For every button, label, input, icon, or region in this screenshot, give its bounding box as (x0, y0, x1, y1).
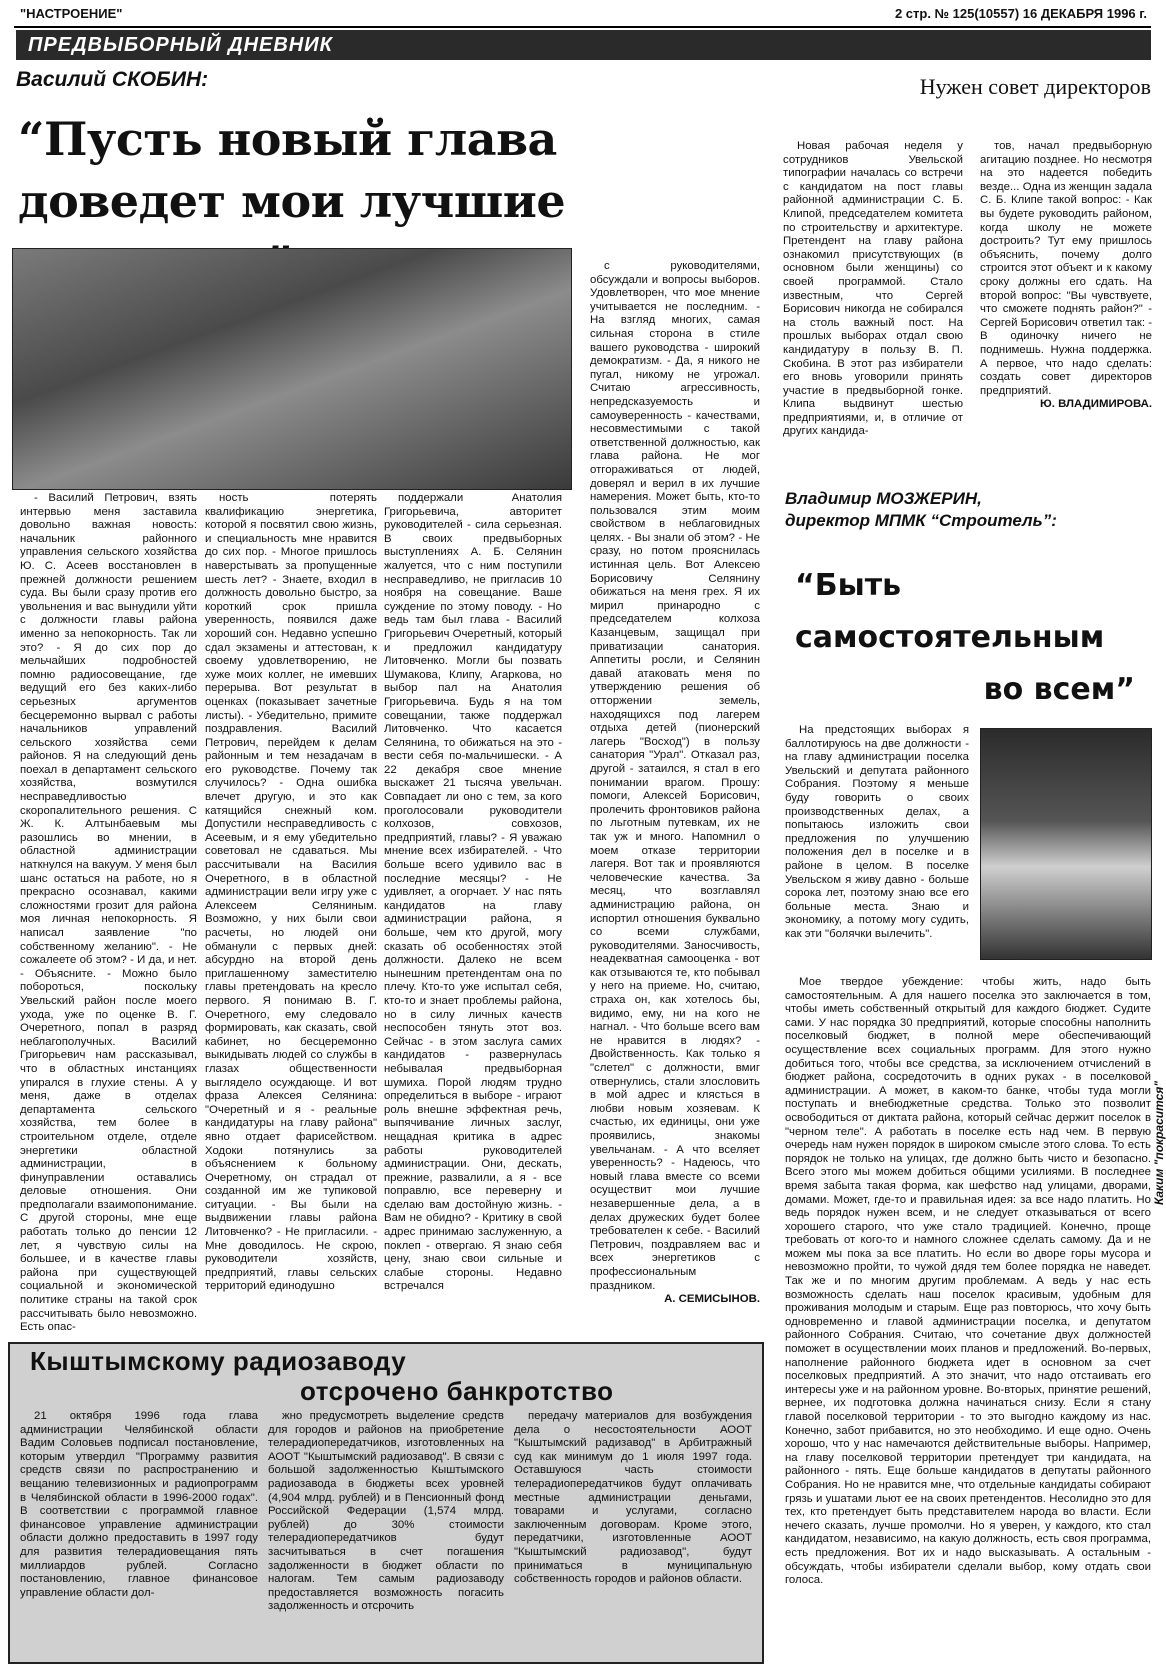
newspaper-name: "НАСТРОЕНИЕ" (20, 6, 123, 21)
article4-headline-line2: отсрочено банкротство (300, 1376, 614, 1406)
article4-text-1: 21 октября 1996 года глава администрации Челябинской области Вадим Соловьев подписал постановление, которым утвердил "Программу развития средств связи по распространению и вещанию телевизионных и радиопрограмм в Челябинской области в 1996-2000 годах". В соответствии с программой главное финансовое управление администрации области должно предоставить в 1997 году для развития телерадиовещания пять миллиардов рублей. Согласно постановлению, главное финансовое управление области дол- (20, 1410, 258, 1599)
article2-text-2: тов, начал предвыборную агитацию позднее. Но несмотря на это надеется победить везде... Одна из женщин задала С. Б. Клипе такой вопрос: - Как вы будете руководить районом, когда школу не можете достроить? Тут ему пришлось объяснить, почему долго строится этот объект и к какому сроку должны его сдать. На второй вопрос: "Вы чувствуете, что сможете поднять район?" - Сергей Борисович ответил так: - В одиночку ничего не поднимешь. Нужна поддержка. А первое, что надо сделать: создать совет директоров предприятий. (980, 140, 1152, 397)
article1-column-3 (384, 492, 562, 1316)
meeting-photo (12, 248, 572, 490)
article3-author-line1: Владимир МОЗЖЕРИН, (785, 489, 982, 508)
article1-author: Василий СКОБИН: (16, 68, 209, 91)
article4-column-2 (268, 1410, 504, 1656)
article3-headline-line1: “Быть (795, 568, 902, 603)
article3-column-bottom (785, 976, 1151, 1656)
article2-column-1 (783, 140, 963, 472)
article1-signature: А. СЕМИСЫНОВ. (664, 1293, 760, 1306)
article3-author (785, 488, 1155, 532)
article1-text-4: с руководителями, обсуждали и вопросы выборов. Удовлетворен, что мое мнение учитывается не последним. - На взгляд многих, самая сильная сторона в стиле вашего руководства - широкий демократизм. - Да, я никого не пугал, никому не угрожал. Считаю агрессивность, непредсказуемость и самоуверенность - качествами, несовместимыми с такой ответственной должностью, как глава района. Не мог отгораживаться от людей, доверял и верил в их лучшие намерения. Может быть, кто-то пользовался этим моим свойством в неблаговидных целях. - Вы знали об этом? - Не сразу, но потом прояснилась истинная цель. Вот Алексею Борисовичу Селянину обижаться на меня грех. Я их мирил принародно с председателем колхоза Казанцевым, защищал при приватизации санатория. Аппетиты росли, и Селянин давай атаковать меня по утверждению решения об отторжении земель, находящихся под лагерем отдыха детей (пионерский лагерь "Восход") в пользу санатория "Урал". Отказал раз, другой - затаился, я стал в его понимании врагом. Прошу: помоги, Алексей Борисович, пролечить фронтовиков района по льготным путевкам, их не так уж и много. Напомнил о моем отказе территории лагеря. Вот так и проявляются человеческие качества. За месяц, что возглавлял администрацию района, он испортил отношения буквально со всеми службами, руководителями. Заносчивость, неадекватная самооценка - вот как отзываются те, кто побывал у него на приеме. Но, считаю, страха он, как хотелось бы, видимо, ему, ни на кого не нагнал. - Что больше всего вам не нравится в людях? - Двойственность. Как только я "слетел" с должности, вмиг отвернулись, стали злословить в мой адрес и клясться в любви новым хозяевам. К счастью, их единицы, они уже проявились, знакомы увельчанам. - А что вселяет уверенность? - Надеюсь, что новый глава вместе со всеми осуществит мои лучшие незавершенные дела, а в делах дружеских будет более требователен к себе. - Василий Петрович, поздравляем вас и всех энергетиков с профессиональным праздником. (590, 260, 760, 1292)
article4-headline (30, 1346, 750, 1406)
article1-text-2: ность потерять квалификацию энергетика, которой я посвятил свою жизнь, и специальность мне нравится до сих пор. - Многое пришлось наверстывать за пропущенные шесть лет? - Знаете, входил в должность довольно быстро, за короткий срок пришла уверенность, появился даже хороший сон. Недавно успешно сдал экзамены и аттестован, к своему удовлетворению, не хуже моих коллег, не имевших перерыва. Вот результат в оценках (показывает зачетные листы). - Убедительно, примите поздравления. Василий Петрович, перейдем к делам районным и тем незадачам в его руководстве. Почему так случилось? - Одна ошибка влечет другую, и это как катящийся снежный ком. Допустили несправедливость с Асеевым, и я ему убедительно советовал не сдаваться. Мы рассчитывали на Василия Очеретного, в в областной администрации вели игру уже с Алексеем Селяниным. Возможно, у них были свои расчеты, но людей они обманули с первых дней: абсурдно на второй день приглашенному заместителю главы претендовать на кресло первого. Я понимаю В. Г. Очеретного, ему следовало формировать, как сказать, свой кабинет, но бесцеремонно выкидывать людей со службы в глазах общественности выглядело осуждающе. И вот фраза Алексея Селянина: "Очеретный и я - реальные кандидатуры на главу района" явно отдает фарисейством. Ходоки потянулись за объяснением к больному Очеретному, он страдал от созданной им же тупиковой ситуации. - Вы были на выдвижении главы района Литовченко? - Не пригласили. - Мне доводилось. Не скрою, руководители хозяйств, предприятий, главы сельских территорий единодушно (205, 492, 377, 1293)
article3-headline-line2: самостоятельным (795, 620, 1105, 655)
issue-info: 2 стр. № 125(10557) 16 ДЕКАБРЯ 1996 г. (894, 6, 1147, 21)
article1-headline-line2: доведет мои лучшие (18, 174, 566, 228)
article2-column-2 (980, 140, 1152, 472)
header-rule (14, 26, 1151, 28)
article1-text-3: поддержали Анатолия Григорьевича, авторитет руководителей - сила серьезная. В своих предвыборных выступлениях А. Б. Селянин жалуется, что с ним поступили несправедливо, не пригласив 10 ноября на совещание. Ваше суждение по этому поводу. - Но ведь там был глава - Василий Григорьевич Очеретный, который и предложил кандидатуру Литовченко. Могли бы позвать Шумакова, Клипу, Агаркова, но выбор пал на Анатолия Григорьевича. Будь я на том совещании, также поддержал Литовченко. Что касается Селянина, то обижаться на это - вести себя по-мальчишески. - А 22 декабря свое мнение выскажет 21 тысяча увельчан. Совпадает ли оно с тем, за кого проголосовали руководители колхозов, совхозов, предприятий, главы? - Я уважаю мнение всех избирателей. - Что больше всего удивило вас в последние месяцы? - Не удивляет, а огорчает. У нас пять кандидатов на главу администрации района, я больше, чем кто другой, могу сказать об особенностях этой должности. Далеко не всем нынешним претендентам она по плечу. Кто-то уже испытал себя, кто-то и знает проблемы района, но в силу личных качеств неспособен тянуть этот воз. Сейчас - в этом заслуга самих кандидатов - развернулась небывалая предвыборная шумиха. Порой людям трудно определиться в выборе - играют роль внешне эффектная речь, выпячивание личных заслуг, нещадная критика в адрес работы руководителей администрации. Они, дескать, прежние, развалили, а я - все поправлю, все переверну и сделаю вам достойную жизнь. - Вам не обидно? - Критику в свой адрес принимаю заслуженную, а поклеп - отвергаю. Я знаю себя цену, знаю свои сильные и слабые стороны. Недавно встречался (384, 492, 562, 1293)
article3-text-top: На предстоящих выборах я баллотируюсь на две должности - на главу администрации поселка Увельский и депутата районного Собрания. Поэтому я меньше буду говорить о своих производственных делах, а попытаюсь изложить свои предложения по улучшению положения дел в поселке и в районе в целом. В поселке Увельском я живу давно - больше сорока лет, поэтому знаю все его больные места. Знаю и экономику, а потому могу судить, как эти "болячки вылечить". (785, 724, 969, 940)
article3-author-line2: директор МПМК “Строитель”: (785, 511, 1057, 530)
article3-headline-line3: во всем” (983, 672, 1135, 707)
portrait-photo (980, 728, 1152, 960)
article2-text-1: Новая рабочая неделя у сотрудников Увельской типографии началась со встречи с кандидатом на пост главы районной администрации С. Б. Клипой, председателем комитета по строительству и архитектуре. Претендент на главу района ознакомил присутствующих (в основном были женщины) со своей программой. Стало известным, что Сергей Борисович никогда не собирался на столь важный пост. На прошлых выборах отдал свою кандидатуру в пользу В. П. Скобина. В этот раз избиратели его вновь уговорили принять участие в предвыборной гонке. Клипа выдвинут шестью предприятиями, и, в отличие от других кандида- (783, 140, 963, 438)
article4-text-2: жно предусмотреть выделение средств для городов и районов на приобретение телерадиопередатчиков, изготовленных на АООТ "Кыштымский радиозавод". В связи с большой задолженностью Кыштымского радиозавода в бюджеты всех уровней (4,904 млрд. рублей) и в Пенсионный фонд Российской Федерации (1,574 млрд. рублей) до 30% стоимости телерадиопередатчиков будут засчитываться в счет погашения задолженности в бюджет области по налогам. Тем самым радиозаводу предоставляется возможность погасить задолженность и отсрочить (268, 1410, 504, 1613)
article4-headline-line1: Кыштымскому радиозаводу (30, 1346, 407, 1376)
article3-headline (795, 560, 1155, 716)
article4-text-3: передачу материалов для возбуждения дела о несостоятельности АООТ "Кыштымский радизавод" в Арбитражный суд как минимум до 1 июля 1997 года. Оставшуюся часть стоимости телерадиопередатчиков будут оплачивать местные администрации деньгами, товарами и услугами, согласно заключенным договорам. Кроме этого, передатчики, изготовленные АООТ "Кыштымский радиозавод", будут приниматься в муниципальную собственность городов и районов области. (514, 1410, 752, 1586)
article1-column-2 (205, 492, 377, 1316)
side-caption: Каким "покрасится" (1152, 1080, 1166, 1205)
article4-column-1 (20, 1410, 258, 1656)
article3-column-top (785, 724, 969, 972)
section-banner (16, 30, 1151, 60)
article1-text-1: - Василий Петрович, взять интервью меня заставила довольно важная новость: начальник районного управления сельского хозяйства Ю. С. Асеев восстановлен в прежней должности решением суда. Вы были сразу против его увольнения и вас вынудили уйти с должности главы района именно за непокорность. Так ли это? - Я до сих пор до мельчайших подробностей помню радиосовещание, где ведущий его без каких-либо серьезных аргументов бесцеремонно вырвал с работы начальников управлений сельского хозяйства семи районов. Я на следующий день поехал в департамент сельского хозяйства, возмутился несправедливостью скоропалительного решения. С Ж. К. Алтынбаевым мы разошлись во мнении, в областной администрации наткнулся на вакуум. У меня был шанс остаться на работе, но я прекрасно осознавал, какими сложностями грозит для района моя личная непокорность. Я написал заявление "по собственному желанию". - Не сожалеете об этом? - И да, и нет. - Объясните. - Можно было побороться, поскольку Увельский район после моего ухода, уже по оценке В. Г. Очеретного, попал в разряд неблагополучных. Василий Григорьевич нам рассказывал, что в областных инстанциях упирался в глухие стены. А у меня, даже в отделах департамента сельского хозяйства, тем более в строительном отделе, отделе энергетики областной администрации, в финуправлении оставались деловые отношения. Они предполагали взаимопонимание. С другой стороны, мне еще работать только до пенсии 12 лет, я чувствую силы на большее, и в качестве главы района при существующей социальной и экономической политике страны на такой срок рассчитывать было невозможно. Есть опас- (20, 492, 197, 1334)
article1-column-1 (20, 492, 197, 1334)
article3-text-bottom: Мое твердое убеждение: чтобы жить, надо быть самостоятельным. А для нашего поселка это заключается в том, чтобы иметь собственный открытый для каждого бюджет. Судите сами. У нас порядка 30 предприятий, которые способны наполнить поселковый бюджет, в полной мере обеспечивающий осуществление всех социальных программ. Для этого нужно добиться того, чтобы все средства, за исключением отчислений в бюджет района, сосредоточить в одних руках - в поселковой администрации. А может, в каком-то банке, чтобы туда могли поступать и внебюджетные средства. Только это позволит освободиться от диктата района, который сейчас держит поселок в "черном теле". А работать в поселке есть над чем. В первую очередь нам нужен порядок в широком смысле этого слова. То есть порядок не только на улицах, где должно быть чисто и безопасно. Всего этого мы можем добиться общими усилиями. В последнее время забыта такая форма, как шефство над улицами, дворами, домами. Может, где-то и правильная идея: за все надо платить. Но ведь порядок нужен всем, и не следует отказываться от всего хорошего старого, что уже стало традицией. Конечно, проще требовать от кого-то и намного сложнее сделать самому. Да и не можем мы пока за все платить. Но если во дворе горы мусора и невозможно пройти, то чужой дядя тем более порядка не наведет. Так же и по многим другим проблемам. А ведь у нас есть возможность сделать наш поселок красивым, удобным для проживания молодым и старым. Еще раз повторюсь, что хочу быть одновременно и главой администрации поселка, и депутатом районного Собрания. Считаю, что сочетание двух должностей поможет в осуществлении моих планов и предложений. Во-первых, наполнение районного бюджета идет в основном за счет поселковых предприятий. А это значит, что надо отстаивать его интересы уже и на районном уровне. Во-вторых, принятие решений, вернее, их подготовка должна начинаться снизу. Если я стану главой поселковой территории - то это выгодно каждому из нас. Конечно, забот прибавится, но это необходимо. И еще одно. Очень хорошо, что у нас намечаются действительные выборы. Например, на главу поселковой территории претендует три кандидата, на районного - пять. Еще больше кандидатов в депутаты районного Собрания. Но не нравится мне, что отдельные кандидаты собирают грязь и ушатами льют ее на своих претендентов. Несолидно это для тех, кто претендует быть представителем народа во власти. Если нечего сказать, лучше промолчи. Но я уверен, у каждого, кто стал кандидатом, независимо, на какую должность, есть своя программа, есть предложения. Вот их и надо высказывать. А остальным - обсуждать, чтобы избиратели сделали выбор, кому отдать свои голоса. (785, 976, 1151, 1587)
article2-headline: Нужен совет директоров (919, 74, 1151, 99)
article2-signature: Ю. ВЛАДИМИРОВА. (1040, 398, 1152, 411)
article1-column-4 (590, 260, 760, 1316)
article1-headline-line1: “Пусть новый глава (18, 112, 557, 166)
article4-column-3 (514, 1410, 752, 1656)
section-banner-title: ПРЕДВЫБОРНЫЙ ДНЕВНИК (28, 34, 333, 56)
